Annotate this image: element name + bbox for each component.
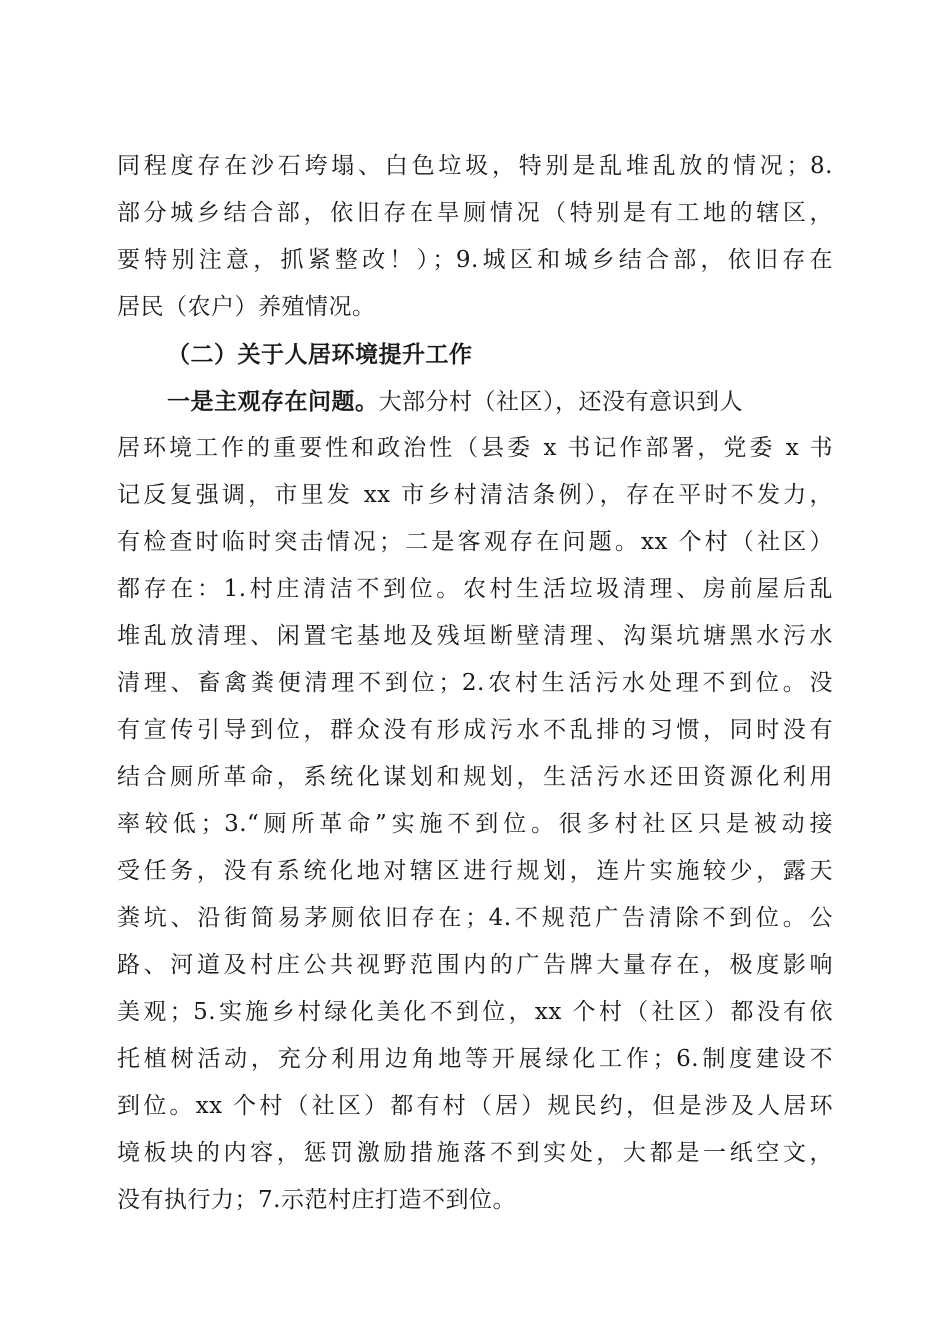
text-line: 清理、畜禽粪便清理不到位；2.农村生活污水处理不到位。没 — [117, 670, 833, 696]
text-line: 路、河道及村庄公共视野范围内的广告牌大量存在，极度影响 — [117, 952, 833, 978]
text-line: 境板块的内容，惩罚激励措施落不到实处，大都是一纸空文， — [117, 1140, 833, 1166]
lead-phrase: 一是主观存在问题。 — [167, 388, 379, 415]
text-line — [117, 378, 833, 425]
text-line: 都存在：1.村庄清洁不到位。农村生活垃圾清理、房前屋后乱 — [117, 576, 833, 602]
text-line: 部分城乡结合部，依旧存在旱厕情况（特别是有工地的辖区， — [117, 200, 833, 226]
text-line: 受任务，没有系统化地对辖区进行规划，连片实施较少，露天 — [117, 858, 833, 884]
text-line: 有宣传引导到位，群众没有形成污水不乱排的习惯，同时没有 — [117, 717, 833, 743]
text-span: 大部分村（社区），还没有意识到人 — [378, 389, 743, 415]
text-line: 没有执行力；7.示范村庄打造不到位。 — [117, 1187, 516, 1213]
text-line: 居环境工作的重要性和政治性（县委 x 书记作部署，党委 x 书 — [117, 435, 833, 461]
text-line: 要特别注意，抓紧整改！）；9.城区和城乡结合部，依旧存在 — [117, 247, 833, 273]
text-line: 同程度存在沙石垮塌、白色垃圾，特别是乱堆乱放的情况；8. — [117, 153, 833, 179]
paragraph-continuation — [117, 143, 833, 331]
text-line: 美观；5.实施乡村绿化美化不到位，xx 个村（社区）都没有依 — [117, 999, 833, 1025]
text-line: 率较低；3.“厕所革命”实施不到位。很多村社区只是被动接 — [117, 811, 833, 837]
paragraph-living-environment — [117, 378, 833, 1224]
document-body — [117, 143, 833, 1224]
text-line: 托植树活动，充分利用边角地等开展绿化工作；6.制度建设不 — [117, 1046, 833, 1072]
text-line: 居民（农户）养殖情况。 — [117, 294, 376, 320]
text-line: 结合厕所革命，系统化谋划和规划，生活污水还田资源化利用 — [117, 764, 833, 790]
text-line: 记反复强调，市里发 xx 市乡村清洁条例），存在平时不发力， — [117, 482, 833, 508]
text-line: 有检查时临时突击情况；二是客观存在问题。xx 个村（社区） — [117, 529, 833, 555]
text-line: 到位。xx 个村（社区）都有村（居）规民约，但是涉及人居环 — [117, 1093, 833, 1119]
text-line: 堆乱放清理、闲置宅基地及残垣断壁清理、沟渠坑塘黑水污水 — [117, 623, 833, 649]
section-heading: （二）关于人居环境提升工作 — [167, 341, 473, 368]
text-line: 粪坑、沿街简易茅厕依旧存在；4.不规范广告清除不到位。公 — [117, 905, 833, 931]
